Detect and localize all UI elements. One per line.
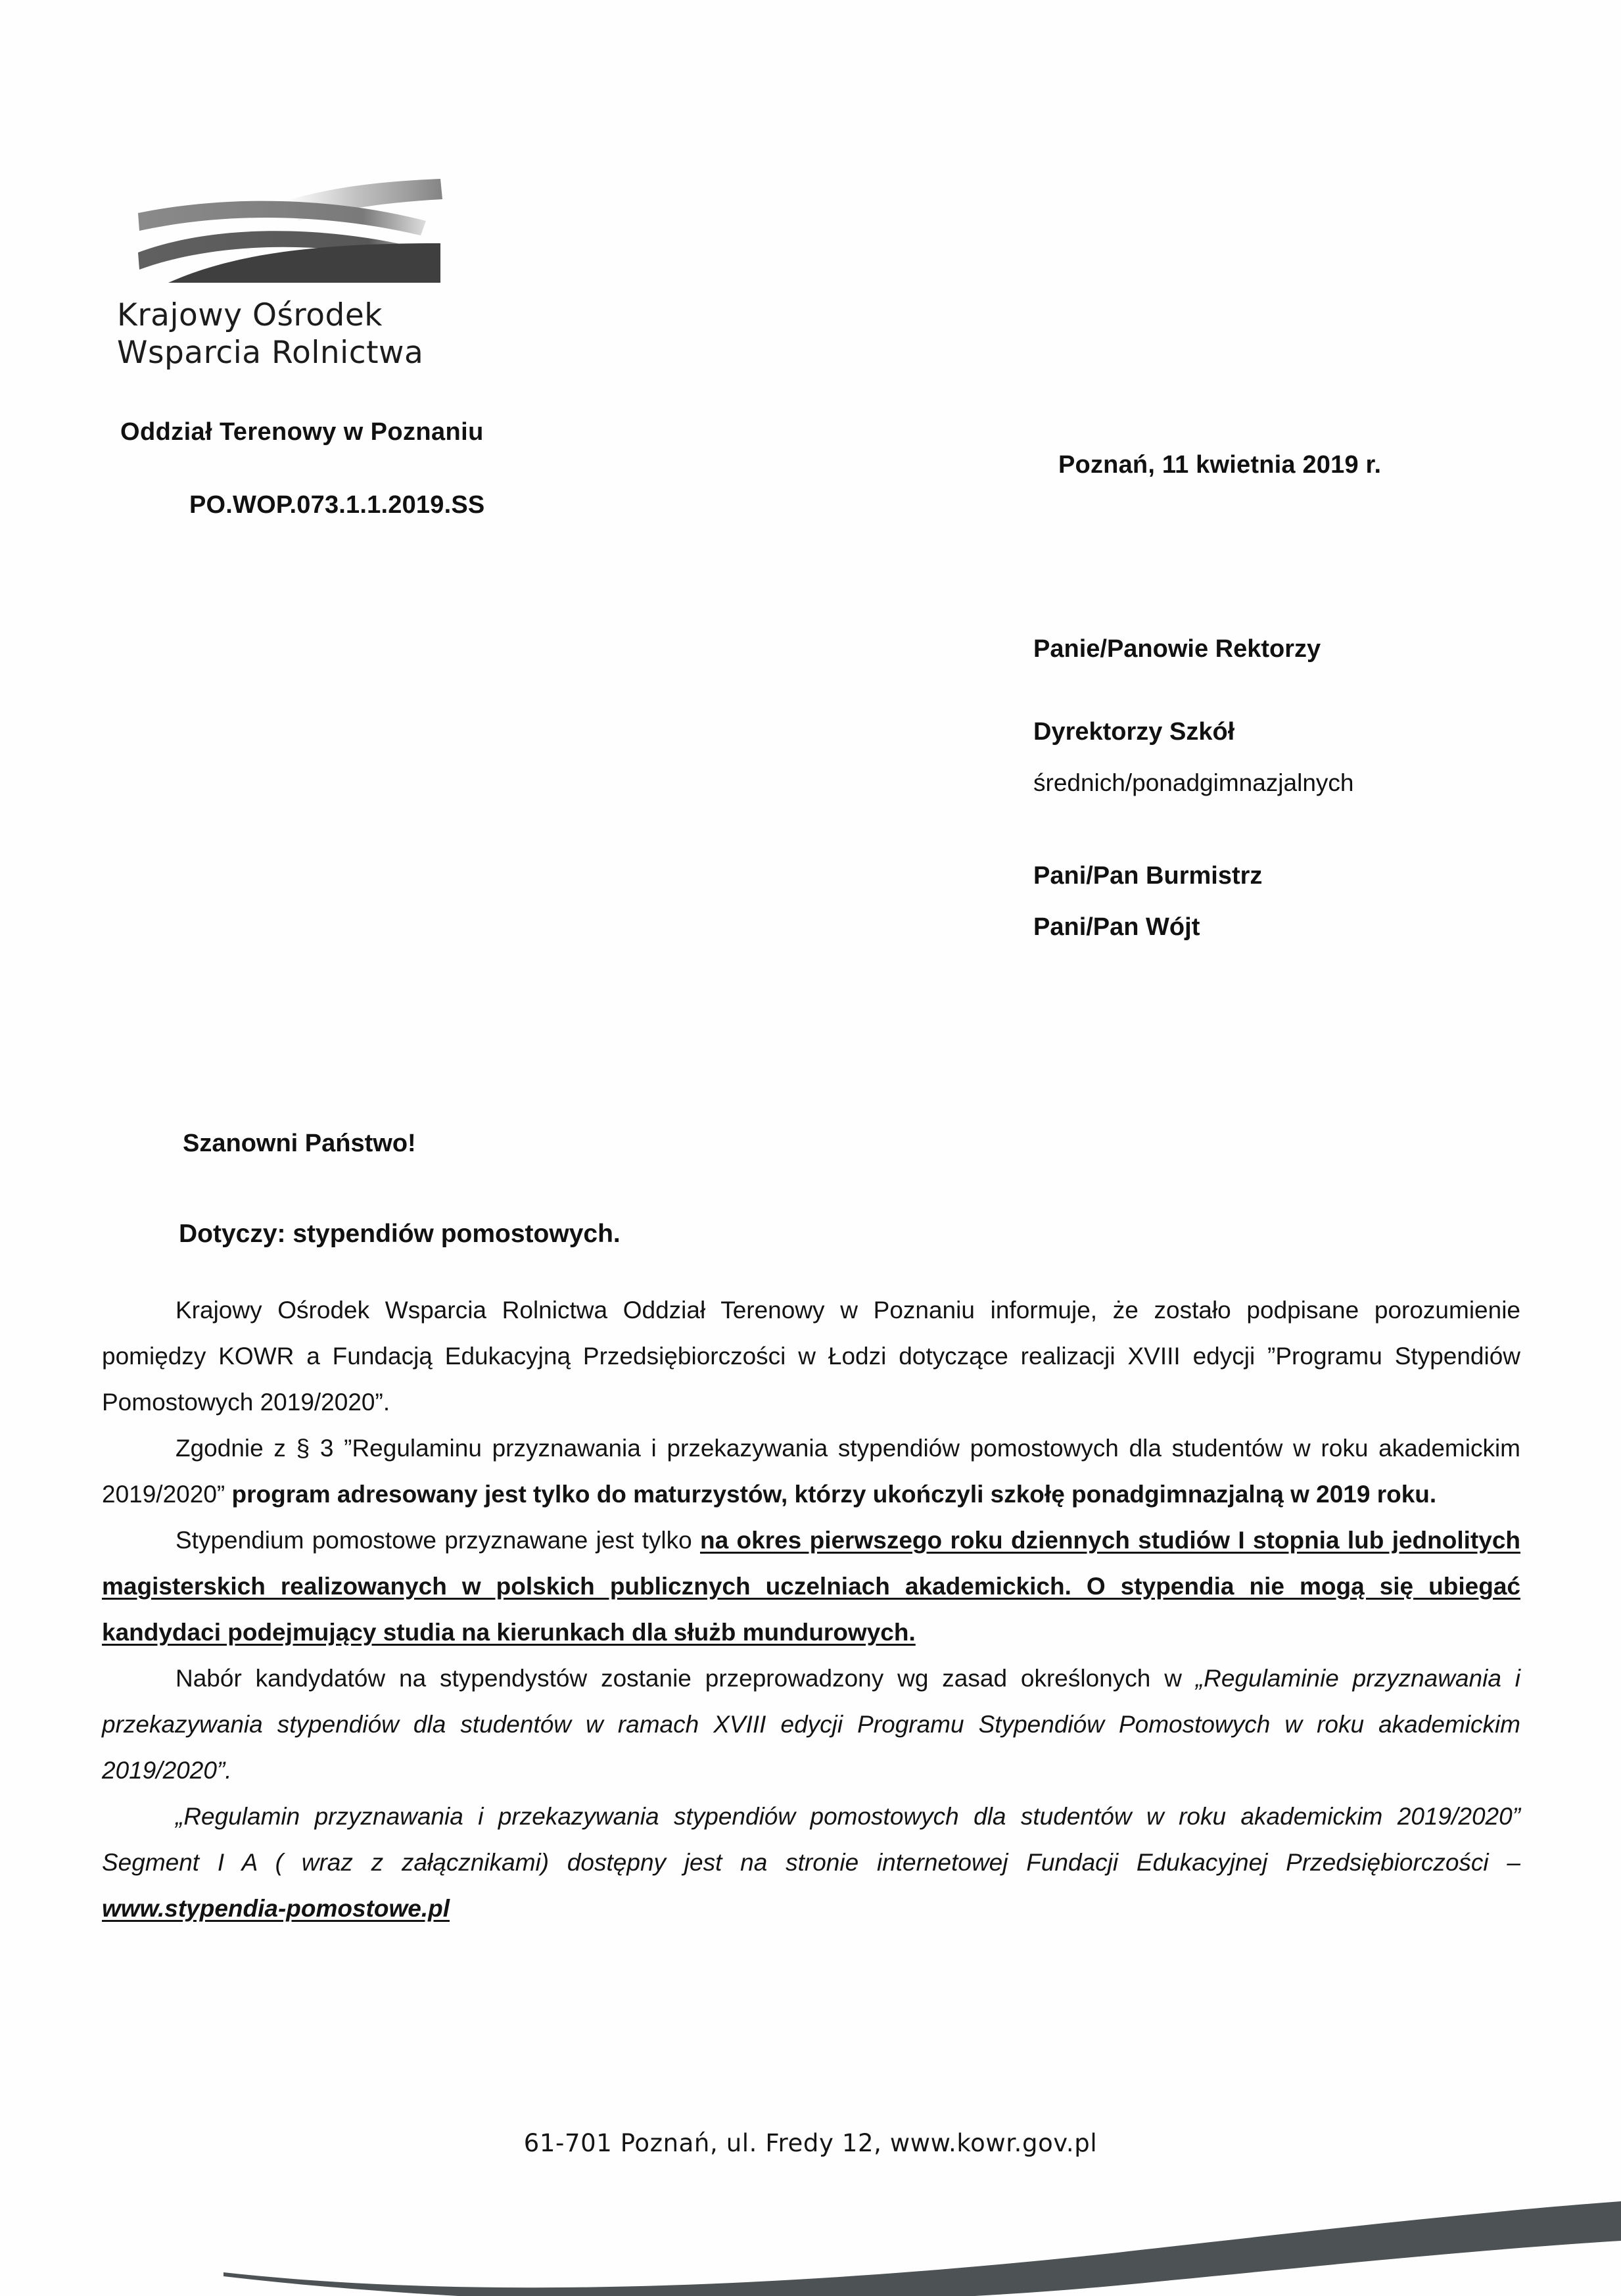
department-name: Oddział Terenowy w Poznaniu bbox=[120, 418, 484, 446]
salutation: Szanowni Państwo! bbox=[183, 1130, 416, 1157]
spacer bbox=[1033, 888, 1533, 915]
paragraph-3-text-plain: Stypendium pomostowe przyznawane jest tylko bbox=[176, 1527, 700, 1554]
paragraph-5 bbox=[102, 1794, 1520, 1932]
paragraph-4-text-italic: „Regulaminie przyznawania i przekazywania stypendiów dla studentów w ramach XVIII edycji Programu Stypendiów Pomostowych w roku akademickim 2019/2020”. bbox=[102, 1665, 1521, 1784]
spacer bbox=[1033, 795, 1533, 863]
reference-number: PO.WOP.073.1.1.2019.SS bbox=[189, 491, 485, 519]
place-and-date: Poznań, 11 kwietnia 2019 r. bbox=[1058, 451, 1382, 479]
addressee-line-commune-head: Pani/Pan Wójt bbox=[1033, 913, 1200, 941]
kowr-swoosh-logo-icon bbox=[117, 170, 446, 291]
paragraph-4 bbox=[102, 1656, 1520, 1794]
paragraph-2 bbox=[102, 1425, 1520, 1518]
paragraph-3-text-bold-underline: na okres pierwszego roku dziennych studiów I stopnia lub jednolitych magisterskich realizowanych w polskich publicznych uczelniach akademickich. O stypendia nie mogą się ubiegać kandydaci podejmujący studia na kierunkach dla służb mundurowych. bbox=[102, 1527, 1520, 1646]
addressee-line-school-directors: Dyrektorzy Szkół bbox=[1033, 718, 1235, 746]
stypendia-pomostowe-link[interactable]: www.stypendia-pomostowe.pl bbox=[102, 1895, 450, 1922]
addressee-line-rectors: Panie/Panowie Rektorzy bbox=[1033, 635, 1321, 663]
logo-line-2: Wsparcia Rolnictwa bbox=[117, 335, 424, 371]
subject-line: Dotyczy: stypendiów pomostowych. bbox=[179, 1220, 621, 1248]
paragraph-5-text-italic: „Regulamin przyznawania i przekazywania stypendiów pomostowych dla studentów w roku akademickim 2019/2020” Segment I A ( wraz z załącznikami) dostępny jest na stronie internetowej Fundacji Edukacyjnej Przedsiębiorczości – bbox=[102, 1803, 1520, 1876]
spacer bbox=[1033, 661, 1533, 719]
letter-body bbox=[102, 1287, 1520, 1932]
logo-line-1: Krajowy Ośrodek bbox=[117, 297, 383, 333]
paragraph-2-text-bold: program adresowany jest tylko do maturzystów, którzy ukończyli szkołę ponadgimnazjalną w 2019 roku. bbox=[231, 1481, 1437, 1508]
organization-logo bbox=[117, 170, 485, 372]
addressee-line-mayor: Pani/Pan Burmistrz bbox=[1033, 862, 1263, 890]
paragraph-4-text-plain: Nabór kandydatów na stypendystów zostanie przeprowadzony wg zasad określonych w bbox=[176, 1665, 1196, 1692]
bottom-decorative-swoosh-icon bbox=[197, 2189, 1621, 2296]
paragraph-1 bbox=[102, 1287, 1520, 1425]
spacer bbox=[1033, 744, 1533, 771]
footer-address: 61-701 Poznań, ul. Fredy 12, www.kowr.gov.pl bbox=[523, 2129, 1098, 2157]
paragraph-1-text: Krajowy Ośrodek Wsparcia Rolnictwa Oddział Terenowy w Poznaniu informuje, że zostało podpisane porozumienie pomiędzy KOWR a Fundacją Edukacyjną Przedsiębiorczości w Łodzi dotyczące realizacji XVIII edycji ”Programu Stypendiów Pomostowych 2019/2020”. bbox=[102, 1297, 1520, 1416]
logo-wordmark bbox=[117, 297, 485, 372]
paragraph-3 bbox=[102, 1518, 1520, 1656]
addressee-line-school-types: średnich/ponadgimnazjalnych bbox=[1033, 769, 1354, 796]
paragraph-2-text-plain: Zgodnie z § 3 ”Regulaminu przyznawania i przekazywania stypendiów pomostowych dla studentów w roku akademickim 2019/2020” bbox=[102, 1435, 1520, 1508]
addressee-block bbox=[1033, 636, 1533, 940]
